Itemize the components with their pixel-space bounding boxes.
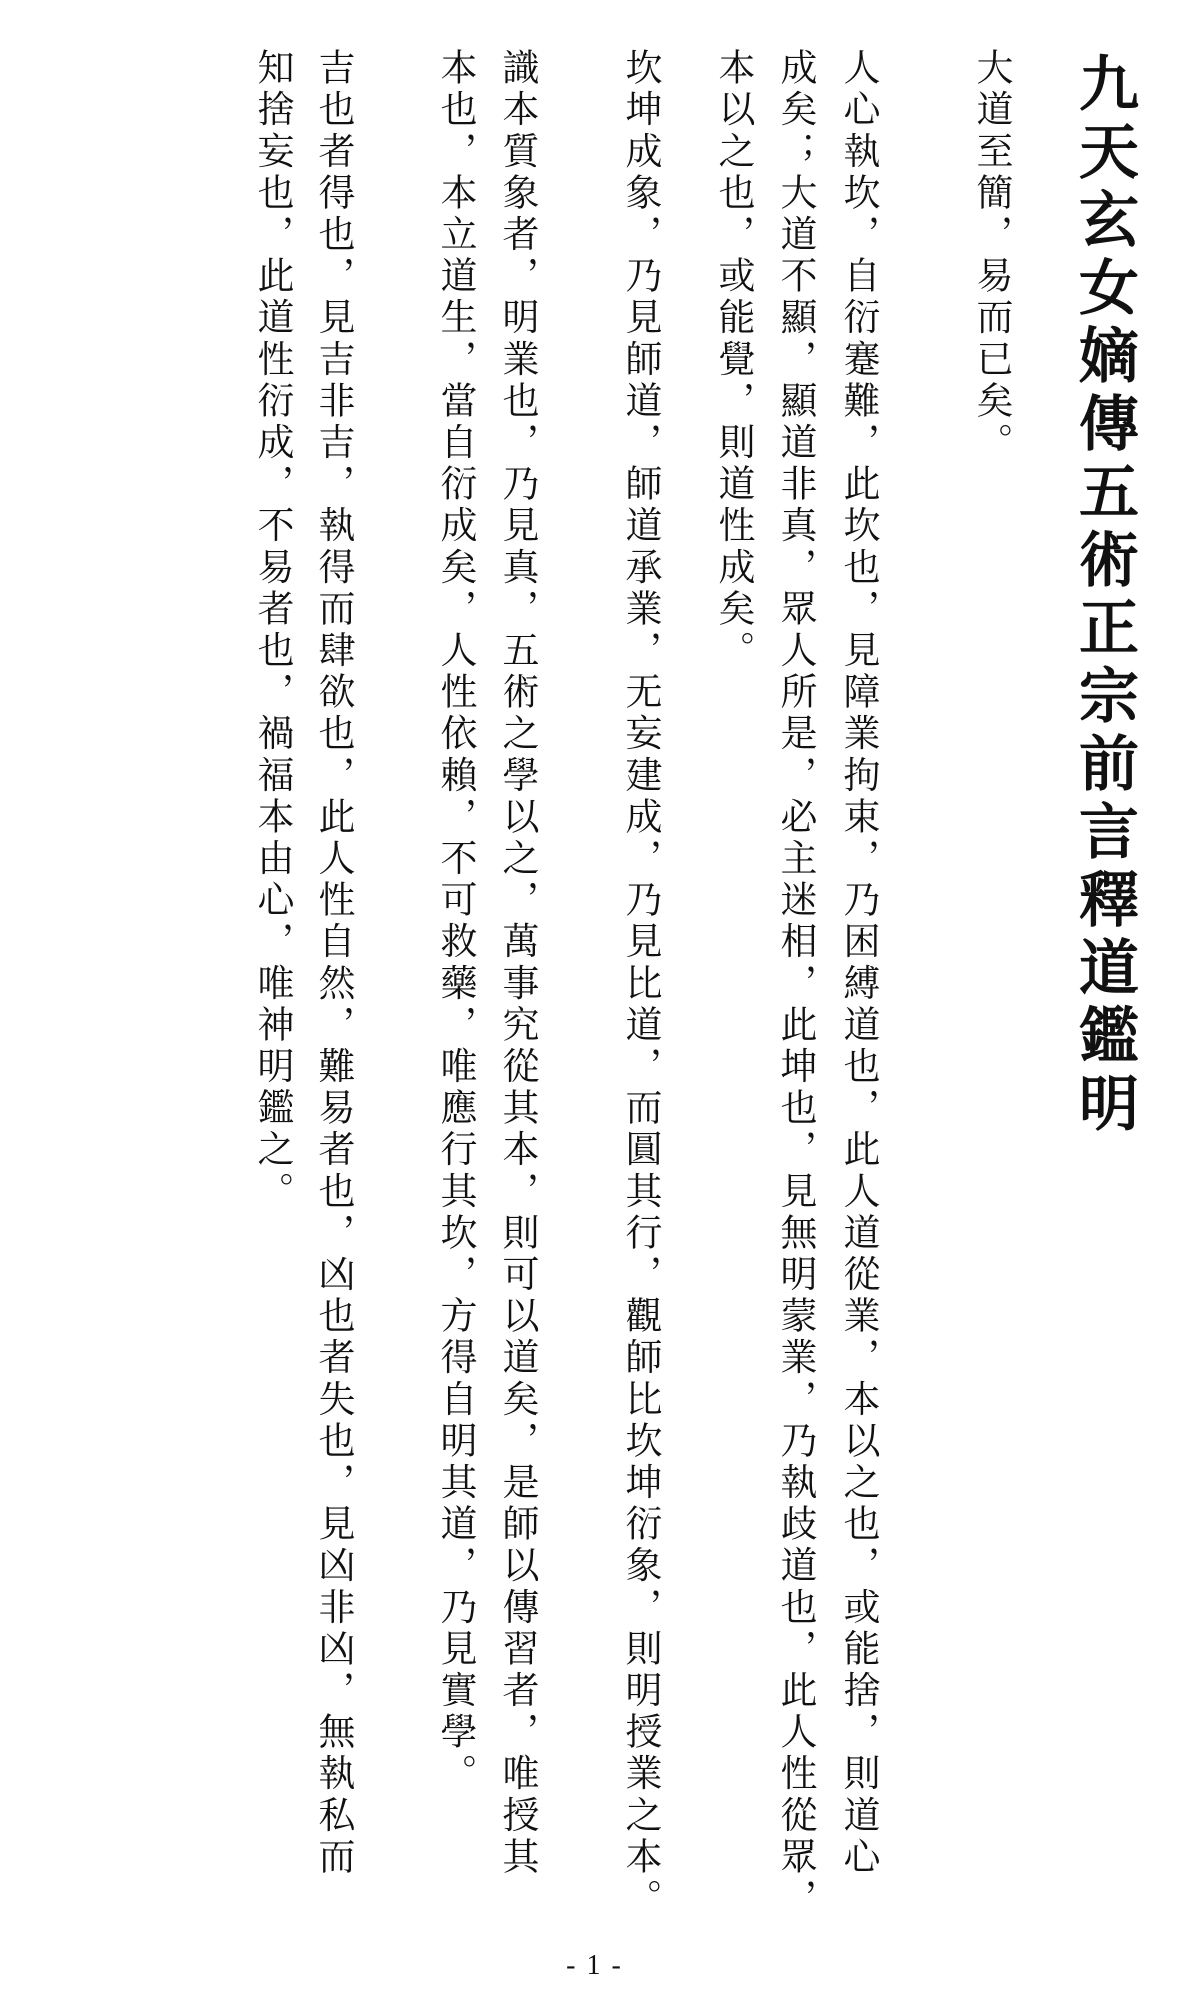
text-column: 大道至簡，易而已矣。	[970, 48, 1013, 464]
text-column: 坎坤成象，乃見師道，師道承業，无妄建成，乃見比道，而圓其行，觀師比坎坤衍象，則明授業之本。	[619, 48, 662, 1920]
text-column: 知捨妄也，此道性衍成，不易者也，禍福本由心，唯神明鑑之。	[251, 48, 294, 1213]
text-column: 人心執坎，自衍蹇難，此坎也，見障業拘束，乃困縛道也，此人道從業，本以之也，或能捨，則道心	[837, 48, 880, 1879]
text-column: 吉也者得也，見吉非吉，執得而肆欲也，此人性自然，難易者也，凶也者失也，見凶非凶，無執私而	[312, 48, 355, 1879]
text-column: 本也，本立道生，當自衍成矣，人性依賴，不可救藥，唯應行其坎，方得自明其道，乃見實學。	[434, 48, 477, 1796]
text-column: 成矣；大道不顯，顯道非真，眾人所是，必主迷相，此坤也，見無明蒙業，乃執歧道也，此人性從眾，	[774, 48, 817, 1920]
text-column: 本以之也，或能覺，則道性成矣。	[712, 48, 755, 672]
text-column: 識本質象者，明業也，乃見真，五術之學以之，萬事究從其本，則可以道矣，是師以傳習者，唯授其	[496, 48, 539, 1879]
page-number: - 1 -	[566, 1950, 623, 1981]
page-title: 九天玄女嫡傳五術正宗前言釋道鑑明	[1069, 52, 1139, 1140]
